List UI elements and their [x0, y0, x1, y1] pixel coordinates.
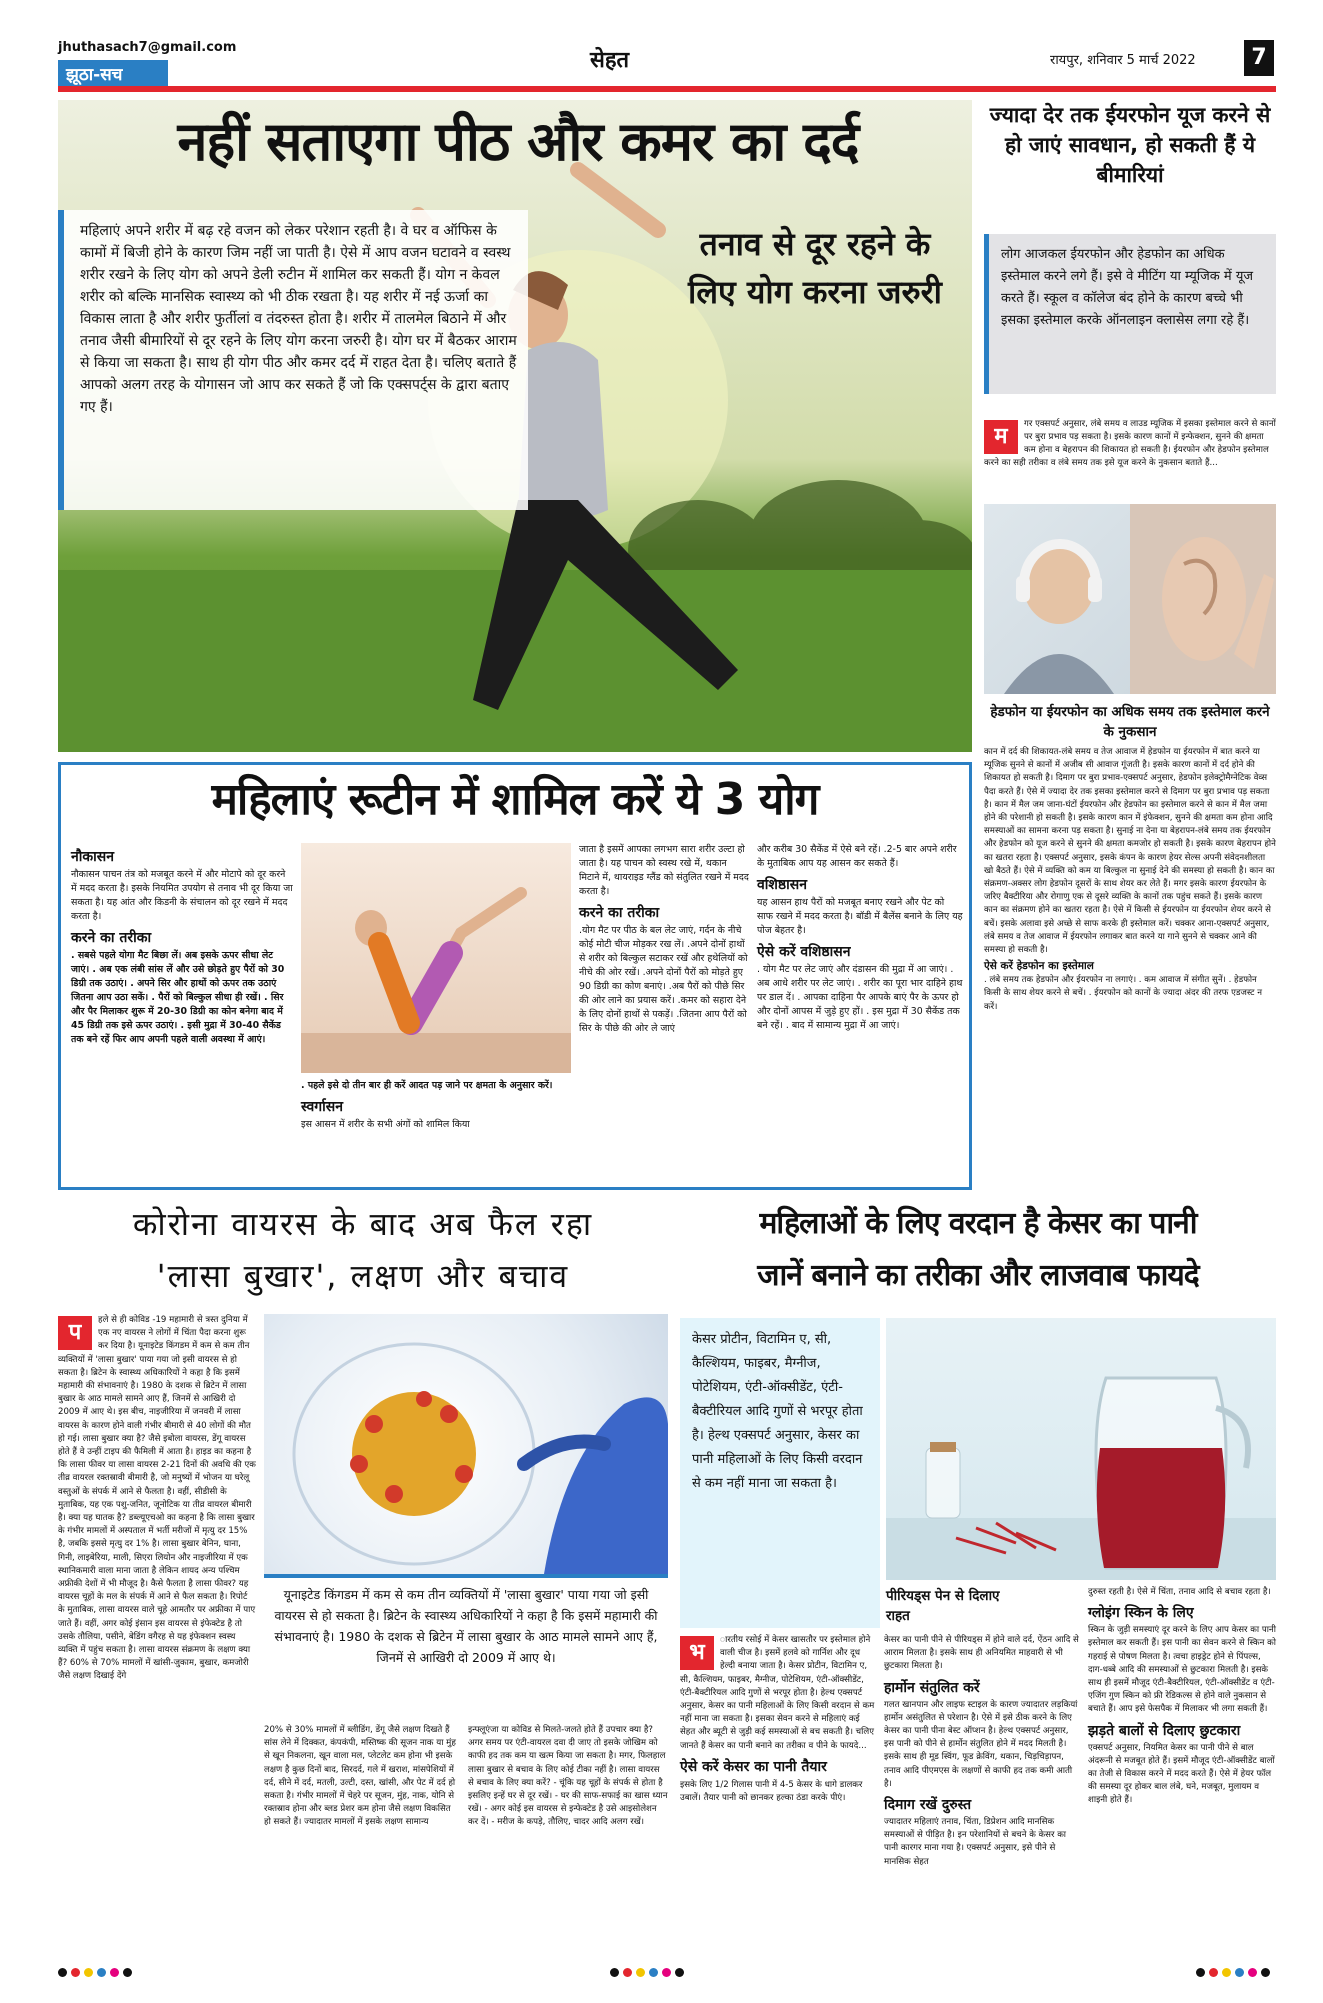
story3-lead	[984, 418, 1276, 470]
section-title: सेहत	[590, 48, 630, 73]
story2-col1-h2: करने का तरीका	[71, 930, 152, 946]
story2-col2-h2: स्वर्गासन	[301, 1099, 343, 1115]
story3-headline: ज्यादा देर तक ईयरफोन यूज करने से हो जाएं सावधान, हो सकती हैं ये बीमारियां	[989, 103, 1271, 187]
story2-col3-t1: जाता है इसमें आपका लगभग सारा शरीर उल्टा हो जाता है। यह पाचन को स्वस्थ रखे में, थकान मिटाने में, थायराइड ग्लैंड को संतुलित रखने में मदद करता है।	[579, 844, 749, 897]
story3-tips: . लंबे समय तक हेडफोन और ईयरफोन ना लगाएं। . कम आवाज में संगीत सुनें। . हेडफोन किसी के साथ शेयर करने से बचें। . ईयरफोन को कानों के ज्यादा अंदर की तरफ एडजस्ट न करें।	[984, 975, 1262, 1012]
story2-col4-h2: वशिष्ठासन	[757, 877, 808, 893]
registration-marks-left	[58, 1968, 132, 1977]
story5-col1	[680, 1634, 876, 1805]
header-rule	[58, 86, 1276, 92]
saffron-photo	[886, 1318, 1276, 1580]
story2-col2-t1: . पहले इसे दो तीन बार ही करें आदत पड़ जाने पर क्षमता के अनुसार करें।	[301, 1080, 553, 1091]
story1-intro-box	[58, 210, 528, 510]
story4-headline-2: 'लासा बुखार', लक्षण और बचाव	[156, 1257, 570, 1295]
registration-marks-right	[1196, 1968, 1270, 1977]
story2-headline: महिलाएं रूटीन में शामिल करें ये 3 योग	[211, 774, 819, 825]
story1-pullquote: तनाव से दूर रहने के लिए योग करना जरुरी	[688, 225, 942, 311]
story4-col3	[468, 1724, 668, 1830]
story5-col2-body: गलत खानपान और लाइफ स्टाइल के कारण ज्यादातर लड़कियां हार्मोन असंतुलित से परेशान है। ऐसे में इसे ठीक करने के लिए केसर का पानी पीना बेस्ट ऑप्शन है। हेल्थ एक्सपर्ट अनुसार, इस पानी को पीने से हार्मोन संतुलित होने में मदद मिलती है। इसके साथ ही मूड स्विंग, फूड क्रेविंग, थकान, चिड़चिड़ापन, तनाव आदि पीएमएस के लक्षणों से काफी हद तक कमी आती है।	[884, 1699, 1078, 1789]
story2-col1-t1: नौकासन पाचन तंत्र को मजबूत करने में और मोटापे को दूर करने में मदद करता है। इसके नियमित उपयोग से तनाव भी दूर किया जा सकता है। यह आंत और किडनी के संचालन को दूर रखने में मदद करता है।	[71, 869, 293, 922]
story5-col2	[884, 1634, 1080, 1869]
story5-col3	[1088, 1586, 1276, 1808]
story5-col2-text: केसर का पानी पीने से पीरियड्स में होने वाले दर्द, ऐंठन आदि से आराम मिलता है। इसके साथ ही अनियमित माहवारी से भी छुटकारा मिलता है।	[884, 1635, 1079, 1672]
story5-col3-text: दुरुस्त रहती है। ऐसे में चिंता, तनाव आदि से बचाव रहता है।	[1088, 1587, 1271, 1597]
story3-body: कान में दर्द की शिकायत-लंबे समय व तेज आवाज में हेडफोन या ईयरफोन में बात करने या म्यूजिक सुनने से कानों में अजीब सी आवाज गूंजती है। इसके कारण कानों में दर्द होने की शिकायत हो सकती है। दिमाग पर बुरा प्रभाव-एक्सपर्ट अनुसार, हेडफोन इलेक्ट्रोमैग्नेटिक वेव्स पैदा करते हैं। ऐसे में ज्यादा देर तक इसका इस्तेमाल करने से दिमाग पर बुरा प्रभाव पड़ सकता है। कान में मैल जम जाना-घंटों ईयरफोन और हेडफोन का इस्तेमाल करने से कान में मैल जमा होने की परेशानी हो सकती है। इसके कारण कान में इंफेक्शन, सुनने की क्षमता कम होना आदि समस्याओं का सामना करना पड़ सकता है। सुनाई ना देना या बेहरापन-लंबे समय तक ईयरफोन और हेडफोन को यूज करने से सुनने की क्षमता कमजोर हो सकती है। इसके कारण बेहरापन होने का खतरा रहता है। एक्सपर्ट अनुसार, इसके कंपन के कारण हेयर सेल्स अपनी संवेदनशीलता खो बैठते हैं। ऐसे में व्यक्ति को कम या बिल्कुल ना सुनाई देने की समस्या हो सकती है। कान का संक्रमण-अक्सर लोग हेडफोन दूसरों के साथ शेयर कर लेते हैं। मगर इसके कारण ईयरफोन के जरिए बैक्टीरिया और रोगाणु एक से दूसरे व्यक्ति के कानों तक पहुंच सकते हैं। इसके कारण कान का संक्रमण होने का खतरा रहता है। ऐसे में किसी से ईयरफोन या ईयरफोन शेयर करने से बचें। इसके अलावा इसे अच्छे से साफ करके ही इस्तेमाल करें। चक्कर आना-एक्सपर्ट अनुसार, लंबे समय व तेज आवाज में ईयरफोन लगाकर बात करने या गाने सुनने से चक्कर आने की समस्या हो सकती है।	[984, 747, 1276, 956]
story4-col2-text: 20% से 30% मामलों में ब्लीडिंग, डेंगू जैसे लक्षण दिखते हैं सांस लेने में दिक्कत, कंपकंपी, मस्तिष्क की सूजन नाक या मुंह से खून निकलना, खून वाला मल, प्लेटलेट कम होना भी इसके लक्षण है कुछ दिनों बाद, सिरदर्द, गले में खराश, मांसपेशियों में दर्द, सीने में दर्द, मतली, उल्टी, दस्त, खांसी, और पेट में दर्द हो सकता है। गंभीर मामलों में चेहरे पर सूजन, मुंह, नाक, योनि से रक्तस्राव होना और ब्लड प्रेशर कम होना जैसे लक्षण विकसित हो सकते हैं। ज्यादातर मामलों में इसके लक्षण सामान्य	[264, 1725, 456, 1828]
story5-col2-head: हार्मोन संतुलित करें	[884, 1679, 980, 1696]
page-number: 7	[1244, 40, 1274, 76]
story5-col1-end: इसके लिए 1/2 गिलास पानी में 4-5 केसर के धागे डालकर उबालें। तैयार पानी को छानकर हल्का ठंडा करके पीएं।	[680, 1779, 863, 1804]
story3-lead-text: गर एक्सपर्ट अनुसार, लंबे समय व लाउड म्यूजिक में इसका इस्तेमाल करने से कानों पर बुरा प्रभाव पड़ सकता है। इसके कारण कानों में इन्फेक्शन, सुनने की क्षमता कम होना व बेहरापन की शिकायत हो सकती है। ईयरफोन और हेडफोन इस्तेमाल करने का सही तरीका व लंबे समय तक इसे यूज करने के नुकसान बताते हैं...	[984, 419, 1276, 468]
story5-col2-end: ज्यादातर महिलाएं तनाव, चिंता, डिप्रेशन आदि मानसिक समस्याओं से पीड़ित है। इन परेशानियों से बचने के केसर का पानी कारगर माना गया है। एक्सपर्ट अनुसार, इसे पीने से मानसिक सेहत	[884, 1817, 1067, 1867]
registration-marks-center	[610, 1968, 684, 1977]
story3-intro: लोग आजकल ईयरफोन और हेडफोन का अधिक इस्तेमाल करने लगे हैं। इसे वे मीटिंग या म्यूजिक में यूज करते हैं। स्कूल व कॉलेज बंद होने के कारण बच्चे भी इसका इस्तेमाल करके ऑनलाइन क्लासेस लगा रहे हैं।	[1001, 247, 1254, 328]
story5-col1-text: ारतीय रसोई में केसर खासतौर पर इस्तेमाल होने वाली चीज है। इसमें हलवे को गार्निश और दूध हेल्दी बनाया जाता है। केसर प्रोटीन, विटामिन ए, सी, कैल्शियम, फाइबर, मैग्नीज, पोटेशियम, एंटी-ऑक्सीडेंट, एंटी-बैक्टीरियल आदि गुणों से भरपूर होता है। हेल्थ एक्सपर्ट अनुसार, केसर का पानी महिलाओं के लिए किसी वरदान से कम नहीं माना जा सकता है। इसका सेवन करने से महिलाएं कई सेहत और ब्यूटी से जुड़ी कई समस्याओं से बच सकती है। चलिए जानते हैं केसर का पानी बनाने का तरीका व पीने के फायदे...	[680, 1635, 875, 1751]
story5-side-head: पीरियड्स पेन से दिलाए राहत	[886, 1588, 1000, 1624]
story1-headline: नहीं सताएगा पीठ और कमर का दर्द	[177, 110, 859, 173]
story2-frame	[58, 762, 972, 1190]
story2-col2	[301, 843, 571, 1132]
story4-col2	[264, 1724, 460, 1830]
story4-caption: यूनाइटेड किंगडम में कम से कम तीन व्यक्तियों में 'लासा बुखार' पाया गया जो इसी वायरस से हो सकता है। ब्रिटेन के स्वास्थ्य अधिकारियों ने कहा है कि इसमें महामारी की संभावनाएं है। 1980 के दशक से ब्रिटेन में लासा बुखार के आठ मामले सामने आए हैं, जिनमें से आखिरी दो 2009 में आए थे।	[274, 1587, 658, 1665]
story5-col2-head2: दिमाग रखें दुरुस्त	[884, 1797, 972, 1814]
virus-photo	[264, 1314, 668, 1574]
story2-col4-t3: . योग मैट पर लेट जाएं और दंडासन की मुद्रा में आ जाएं। . अब आधे शरीर पर लेट जाएं। . शरीर का पूरा भार दाहिने हाथ पर डाल दें। . आपका दाहिना पैर आपके बाएं पैर के ऊपर हो और दोनों आपस में जुड़े हुए हों। . इस मुद्रा में 30 सैकेंड तक बने रहें। . बाद में सामान्य मुद्रा में आ जाएं।	[757, 964, 963, 1031]
story3-body-wrap	[984, 746, 1276, 1014]
story2-col3	[579, 843, 749, 1036]
story2-col3-t2: .योग मैट पर पीठ के बल लेट जाएं, गर्दन के नीचे कोई मोटी चीज मोड़कर रख लें। .अपने दोनों हाथों से शरीर को बिल्कुल सटाकर रखें और हथेलियों को नीचे की ओर रखें। .अपने दोनों पैरों को मोड़ते हुए 90 डिग्री का कोण बनाएं। .अब पैरों को पीछे सिर की ओर लाने का प्रयास करें। .कमर को सहारा देने के लिए दोनों हाथों से पकड़ें। .जितना आप पैरों को सिर के पीछे की ओर ले जाएं	[579, 925, 748, 1034]
story2-col4	[757, 843, 963, 1033]
story3-intro-box	[984, 234, 1276, 394]
story2-col1-h1: नौकासन	[71, 849, 115, 865]
story2-col4-h3: ऐसे करें वशिष्ठासन	[757, 944, 851, 960]
story5-col3-head2: झड़ते बालों से दिलाए छुटकारा	[1088, 1722, 1241, 1739]
navasana-photo	[301, 843, 571, 1073]
story1-intro: महिलाएं अपने शरीर में बढ़ रहे वजन को लेकर परेशान रहती है। वे घर व ऑफिस के कामों में बिजी होने के कारण जिम नहीं जा पाती है। ऐसे में आप वजन घटावने व स्वस्थ शरीर रखने के लिए योग को अपने डेली रुटीन में शामिल कर सकती हैं। योग न केवल शरीर को बल्कि मानसिक स्वास्थ्य को भी ठीक रखता है। यह शरीर में नई ऊर्जा का विकास लाता है और शरीर फुर्तीलां व तंदरुस्त होता है। शरीर में तालमेल बिठाने में और तनाव जैसी बीमारियों से दूर रहने के लिए योग करना जरुरी है। योग घर में बैठकर आराम से किया जा सकता है। साथ ही योग पीठ और कमर दर्द में राहत देता है। चलिए बताते हैं आपको अलग तरह के योगासन जो आप कर सकते हैं जो कि एक्सपर्ट्स के द्वारा बताए गए हैं।	[80, 223, 517, 415]
story2-col4-t1: और करीब 30 सैकेंड में ऐसे बने रहें। .2-5 बार अपने शरीर के मुताबिक आप यह आसन कर सकते हैं।	[757, 844, 957, 869]
story4-col1	[58, 1314, 256, 1954]
story3-tips-head: ऐसे करें हेडफोन का इस्तेमाल	[984, 960, 1094, 973]
masthead-brand: झूठा-सच	[58, 60, 168, 86]
story5-headline-1: महिलाओं के लिए वरदान है केसर का पानी	[759, 1206, 1197, 1241]
story2-col2-t2: इस आसन में शरीर के सभी अंगों को शामिल किया	[301, 1119, 470, 1130]
story5-intro-box	[680, 1318, 880, 1628]
story2-col1	[71, 843, 293, 1047]
story3-subhead: हेडफोन या ईयरफोन का अधिक समय तक इस्तेमाल करने के नुकसान	[990, 704, 1270, 740]
story5-intro: केसर प्रोटीन, विटामिन ए, सी, कैल्शियम, फाइबर, मैग्नीज, पोटेशियम, एंटी-ऑक्सीडेंट, एंटी-बैक्टीरियल आदि गुणों से भरपूर होता है। हेल्थ एक्सपर्ट अनुसार, केसर का पानी महिलाओं के लिए किसी वरदान से कम नहीं माना जा सकता है।	[692, 1332, 863, 1491]
story5-col3-head: ग्लोइंग स्किन के लिए	[1088, 1605, 1194, 1622]
story2-col4-t2: यह आसन हाथ पैरों को मजबूत बनाए रखने और पेट को साफ रखने में मदद करता है। बॉडी में बैलेंस बनाने के लिए यह पोज बेहतर है।	[757, 897, 963, 936]
story5-headline-2: जानें बनाने का तरीका और लाजवाब फायदे	[757, 1258, 1199, 1293]
header-date: रायपुर, शनिवार 5 मार्च 2022	[1050, 53, 1196, 68]
header-email: jhuthasach7@gmail.com	[58, 40, 237, 55]
story4-col3-text: इन्फ्लूएंजा या कोविड से मिलते-जलते होते हैं उपचार क्या है? अगर समय पर एंटी-वायरल दवा दी जाए तो इसके जोखिम को काफी हद तक कम या खत्म किया जा सकता है। मगर, फिलहाल लासा बुखार से बचाव के लिए कोई टीका नहीं है। लासा वायरस से बचाव के लिए क्या करें? - चूंकि यह चूहों के संपर्क से होता है इसलिए इन्हें घर से दूर रखें। - घर की साफ-सफाई का खास ध्यान रखें। - अगर कोई इस वायरस से इन्फेक्टेड है उसे आइसोलेशन कर दें। - मरीज के कपड़े, तौलिए, चादर आदि अलग रखें।	[468, 1725, 668, 1828]
story5-col3-body: स्किन के जुड़ी समस्याएं दूर करने के लिए आप केसर का पानी इस्तेमाल कर सकती हैं। इस पानी का सेवन करने से स्किन को गहराई से पोषण मिलता है। त्वचा हाइड्रेट होने से पिंपल्स, दाग-धब्बे आदि की समस्याओं से छुटकारा मिलती है। इसके साथ ही इसमें मौजूद एंटी-बैक्टीरियल, एंटी-ऑक्सीडेंट व एंटी-एजिंग गुण स्किन को फ्री रेडिकल्स से होने वाले नुकसान से बचाते हैं। आप इसे फेसपैक में मिलाकर भी लगा सकती हैं।	[1088, 1625, 1276, 1715]
story4-body: हले से ही कोविड -19 महामारी से त्रस्त दुनिया में एक नए वायरस ने लोगों में चिंता पैदा करना शुरू कर दिया है। यूनाइटेड किंगडम में कम से कम तीन व्यक्तियों में 'लासा बुखार' पाया गया जो इसी वायरस से हो सकता है। ब्रिटेन के स्वास्थ्य अधिकारियों ने कहा है कि इसमें महामारी की संभावनाएं है। 1980 के दशक से ब्रिटेन में लासा बुखार के आठ मामले सामने आए हैं, जिनमें से आखिरी दो 2009 में आए थे। इस बीच, नाइजीरिया में जनवरी में लासा वायरस के कारण होने वाली गंभीर बीमारी से 40 लोगों की मौत हो गई। लासा बुखार क्या है? जैसे इबोला वायरस, डेंगू वायरस होते हैं वे उन्हीं टाइप की फैमिली में आता है। हाइड का कहना है कि लासा फीवर या लासा वायरस 2-21 दिनों की अवधि की एक तीव्र वायरल रक्तस्रावी बीमारी है, जो मनुष्यों में भोजन या घरेलू वस्तुओं के संपर्क में आने से फैलता है। वहीं, सीडीसी के मुताबिक, यह एक पशु-जनित, जूनोटिक या तीव्र वायरल बीमारी है। क्या यह घातक है? डब्ल्यूएचओ का कहना है कि लासा बुखार के गंभीर मामलों में अस्पताल में भर्ती मरीजों में मृत्यु दर 15% है, जबकि इससे मृत्यु दर 1% है। लासा बुखार बेनिन, घाना, गिनी, लाइबेरिया, माली, सिएरा लियोन और नाइजीरिया में एक स्थानिकमारी वाला माना जाता है लेकिन शायद अन्य पश्चिम अफ्रीकी देशों में भी मौजूद है। कैसे फैलता है लासा फीवर? यह वायरस चूहों के मल के संपर्क में आने से फैल सकता है। रिपोर्ट के मुताबिक, लासा वायरस वाले चूहे आमतौर पर अफ्रीका में पाए जाते हैं। वहीं, अगर कोई इंसान इस वायरस से इंफेक्टेड है तो उसके तौलिया, पसीने, बेडिंग वगैरह से यह इंफेक्शन स्वस्थ व्यक्ति में पहुंच सकता है। लासा वायरस संक्रमण के लक्षण क्या हैं? 60% से 70% मामलों में खांसी-जुकाम, बुखार, कमजोरी जैसे लक्षण दिखाई देंगे	[58, 1315, 256, 1682]
story5-col3-end: एक्सपर्ट अनुसार, नियमित केसर का पानी पीने से बाल अंदरूनी से मजबूत होते हैं। इसमें मौजूद एंटी-ऑक्सीडेंट बालों का तेजी से विकास करने में मदद करते हैं। ऐसे में हेयर फॉल की समस्या दूर होकर बाल लंबे, घने, मजबूत, मुलायम व शाइनी होते हैं।	[1088, 1742, 1275, 1806]
headphone-photo	[984, 504, 1276, 694]
story4-headline-1: कोरोना वायरस के बाद अब फैल रहा	[132, 1205, 594, 1243]
story5-col1-head: ऐसे करें केसर का पानी तैयार	[680, 1758, 827, 1775]
story3-dropcap: म	[984, 420, 1018, 454]
story4-caption-box	[264, 1574, 668, 1718]
story5-dropcap: भ	[680, 1636, 714, 1670]
story4-dropcap: प	[58, 1316, 92, 1350]
story2-col1-t2: . सबसे पहले योगा मैट बिछा लें। अब इसके ऊपर सीधा लेट जाएं। . अब एक लंबी सांस लें और उसे छोड़ते हुए पैरों को 30 डिग्री तक उठाएं। . अपने सिर और हाथों को ऊपर तक उठाएं जितना आप उठा सकें। . पैरों को बिल्कुल सीधा ही रखें। . सिर और पैर मिलाकर शुरू में 20-30 डिग्री का कोन बनेगा बाद में 45 डिग्री तक इसे ऊपर उठाएं। . इसी मुद्रा में 30-40 सैकेंड तक बने रहें फिर आप अपनी पहले वाली अवस्था में आएं।	[71, 950, 285, 1045]
story2-col3-h2: करने का तरीका	[579, 905, 660, 921]
